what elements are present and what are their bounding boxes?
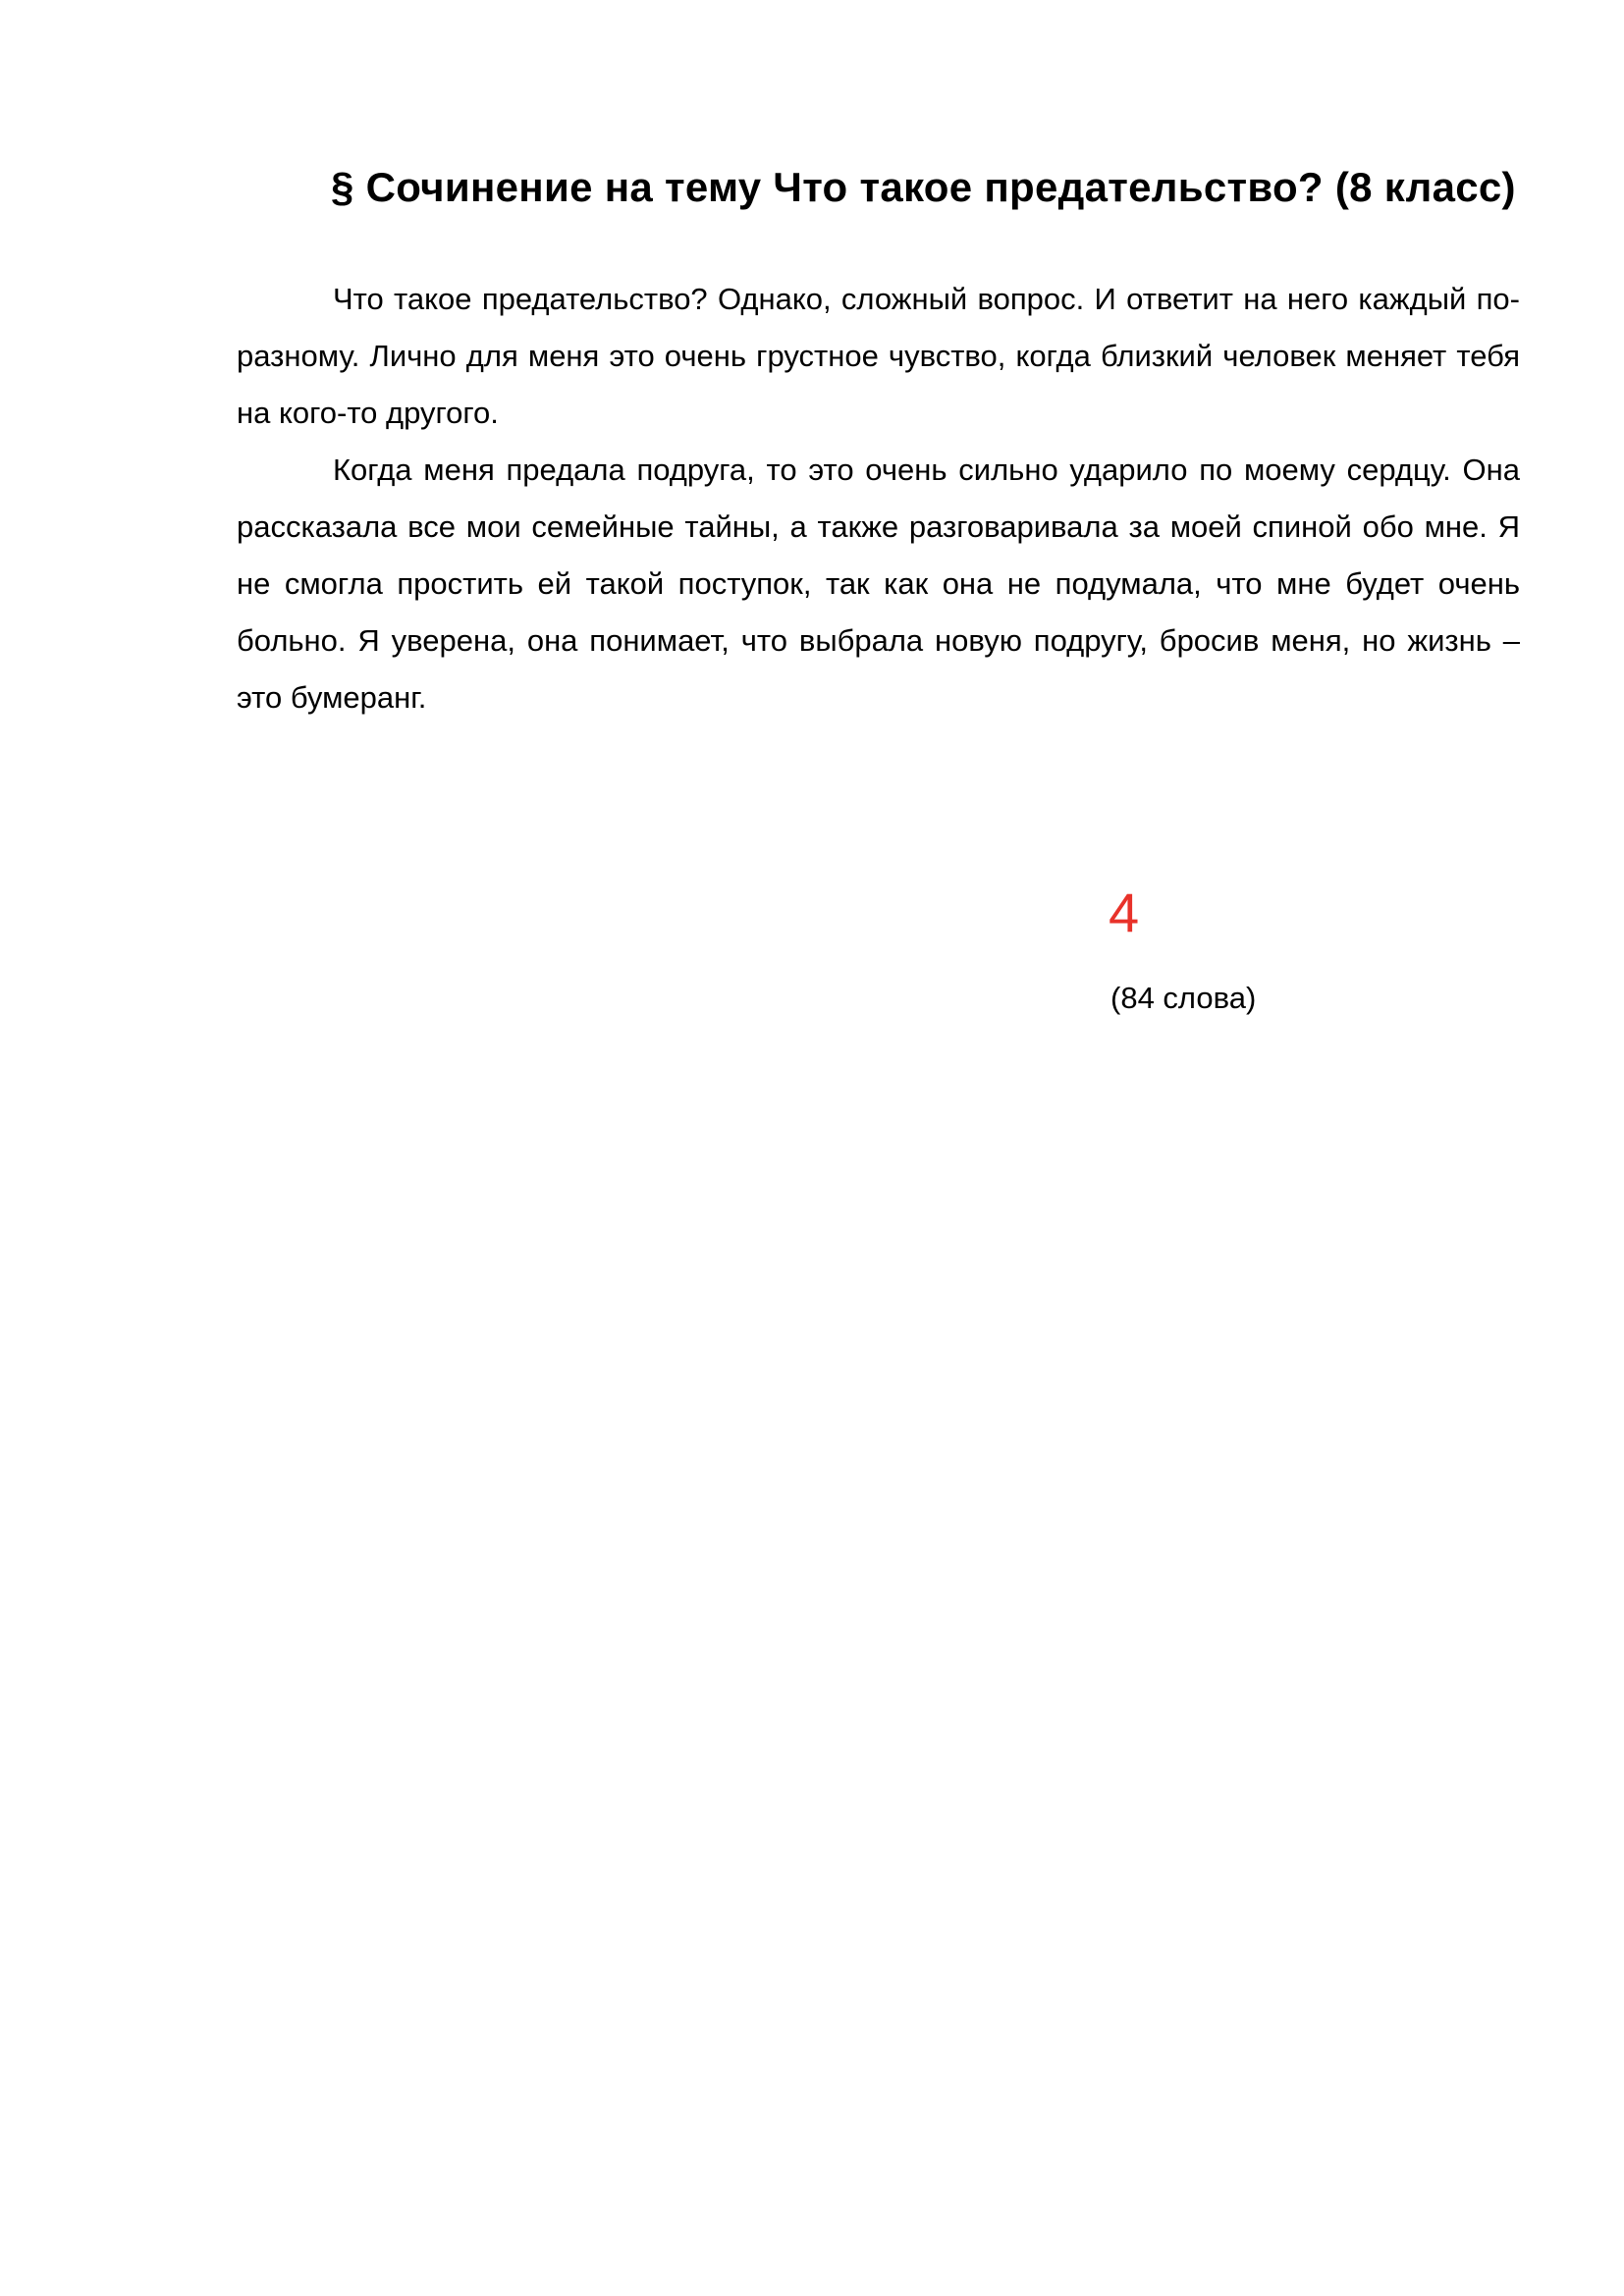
word-count: (84 слова) [1110,981,1257,1015]
grade-mark: 4 [1109,881,1140,943]
essay-paragraph-1: Что такое предательство? Однако, сложный вопрос. И ответит на него каждый по-разному. Лично для меня это очень грустное чувство, когда близкий человек меняет тебя на кого-то другого. [237,282,1520,430]
essay-body [237,271,1520,726]
essay-paragraph-2: Когда меня предала подруга, то это очень сильно ударило по моему сердцу. Она рассказала все мои семейные тайны, а также разговаривала за моей спиной обо мне. Я не смогла простить ей такой поступок, так как она не подумала, что мне будет очень больно. Я уверена, она понимает, что выбрала новую подругу, бросив меня, но жизнь – это бумеранг. [237,453,1520,715]
essay-title: § Сочинение на тему Что такое предательство? (8 класс) [331,164,1516,210]
document-content [237,149,1520,726]
